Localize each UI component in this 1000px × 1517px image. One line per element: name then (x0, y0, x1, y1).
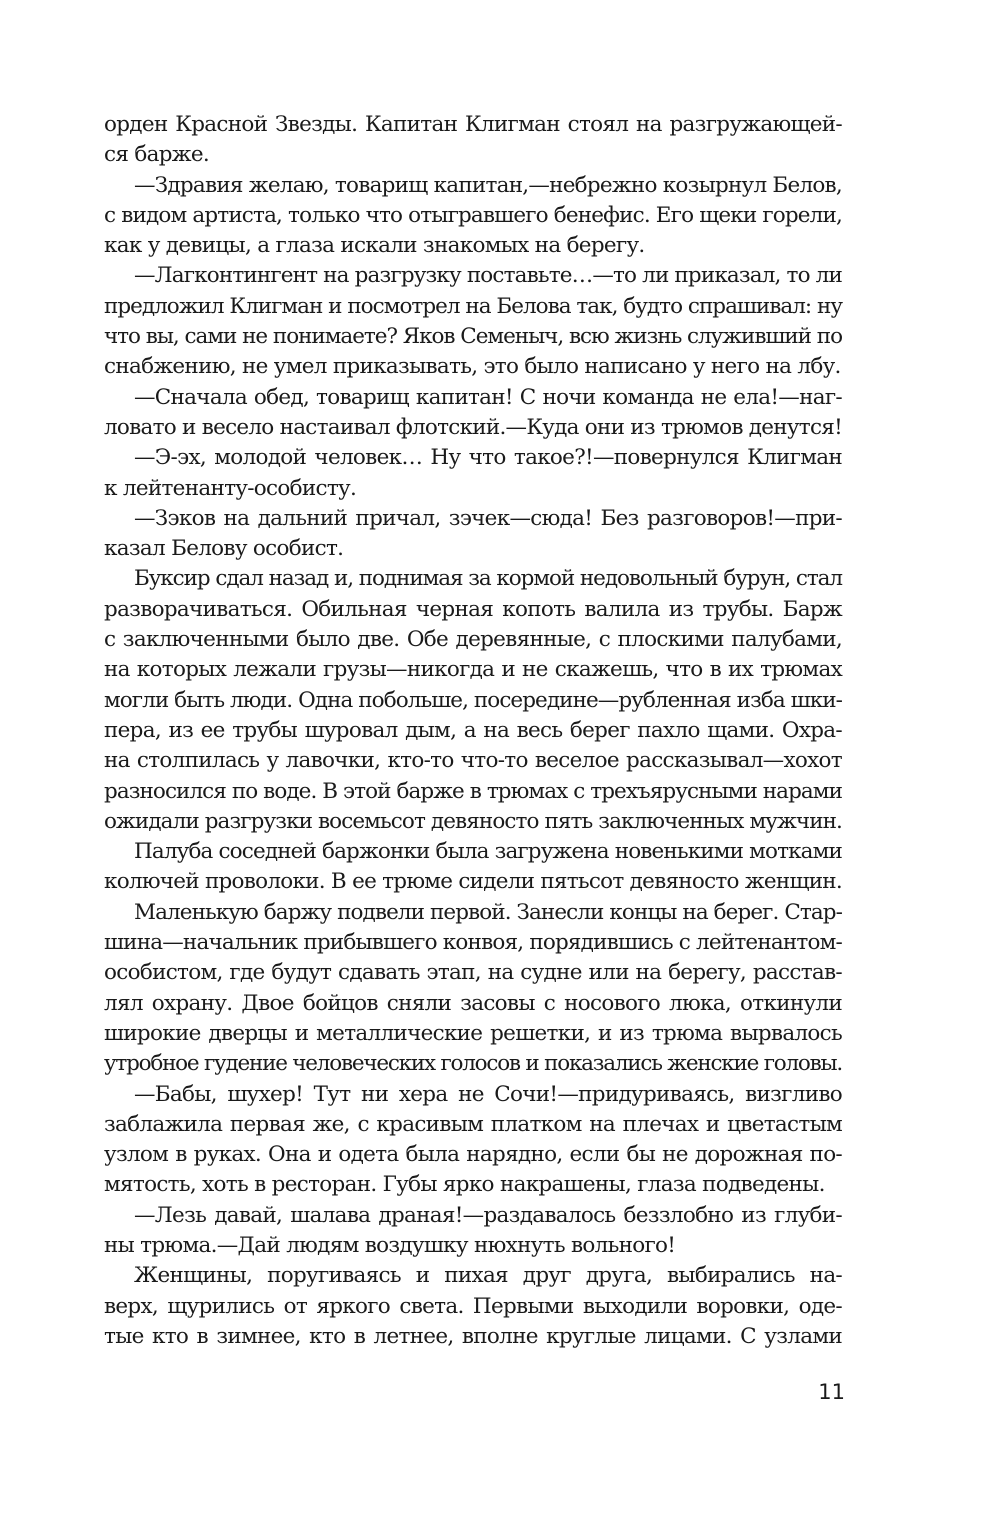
text-line: ся барже. (104, 142, 210, 168)
text-line: Маленькую баржу подвели первой. Занесли концы на берег. Стар- (134, 899, 842, 925)
paragraph (104, 1201, 842, 1262)
paragraph (104, 110, 842, 171)
paragraph (104, 1080, 842, 1201)
text-line: могли быть люди. Одна побольше, посередине—рубленная изба шки- (104, 687, 842, 713)
text-line: с видом артиста, только что отыгравшего бенефис. Его щеки горели, (104, 202, 842, 228)
text-line: пера, из ее трубы шуровал дым, а на весь берег пахло щами. Охра- (104, 717, 842, 743)
text-line: узлом в руках. Она и одета была нарядно, если бы не дорожная по- (104, 1142, 842, 1168)
text-line: Буксир сдал назад и, поднимая за кормой недовольный бурун, стал (134, 566, 842, 592)
paragraph (104, 171, 842, 262)
text-line: мятость, хоть в ресторан. Губы ярко накрашены, глаза подведены. (104, 1172, 825, 1198)
text-line: с заключенными было две. Обе деревянные, с плоскими палубами, (104, 627, 842, 653)
text-line: ожидали разгрузки восемьсот девяносто пять заключенных мужчин. (104, 808, 842, 834)
paragraph (104, 383, 842, 444)
text-line: шина—начальник прибывшего конвоя, порядившись с лейтенантом- (104, 930, 842, 956)
paragraph (104, 443, 842, 504)
text-line: —Лезь давай, шалава драная!—раздавалось беззлобно из глуби- (134, 1202, 842, 1228)
text-line: что вы, сами не понимаете? Яков Семеныч, всю жизнь служивший по (104, 324, 842, 350)
text-line: Женщины, поругиваясь и пихая друг друга, выбирались на- (134, 1263, 842, 1289)
text-line: колючей проволоки. В ее трюме сидели пятьсот девяносто женщин. (104, 869, 842, 895)
paragraph (104, 564, 842, 837)
text-line: снабжению, не умел приказывать, это было написано у него на лбу. (104, 354, 841, 380)
text-line: тые кто в зимнее, кто в летнее, вполне круглые лицами. С узлами (104, 1323, 842, 1349)
text-line: —Лагконтингент на разгрузку поставьте…—то ли приказал, то ли (134, 263, 842, 289)
text-line: как у девицы, а глаза искали знакомых на берегу. (104, 233, 645, 259)
body-text (104, 110, 842, 1352)
text-line: ловато и весело настаивал флотский.—Куда они из трюмов денутся! (104, 414, 842, 440)
text-line: верх, щурились от яркого света. Первыми выходили воровки, оде- (104, 1293, 842, 1319)
text-line: на которых лежали грузы—никогда и не скажешь, что в их трюмах (104, 657, 842, 683)
paragraph (104, 837, 842, 898)
text-line: —Здравия желаю, товарищ капитан,—небрежно козырнул Белов, (134, 172, 842, 198)
text-line: Палуба соседней баржонки была загружена новенькими мотками (134, 839, 842, 865)
text-line: лял охрану. Двое бойцов сняли засовы с носового люка, откинули (104, 990, 842, 1016)
paragraph (104, 898, 842, 1080)
text-line: разносился по воде. В этой барже в трюмах с трехъярусными нарами (104, 778, 842, 804)
text-line: особистом, где будут сдавать этап, на судне или на берегу, расстав- (104, 960, 842, 986)
text-line: ны трюма.—Дай людям воздушку нюхнуть вольного! (104, 1232, 676, 1258)
text-line: казал Белову особист. (104, 536, 344, 562)
text-line: к лейтенанту-особисту. (104, 475, 357, 501)
text-line: на столпилась у лавочки, кто-то что-то веселое рассказывал—хохот (104, 748, 842, 774)
text-line: —Зэков на дальний причал, зэчек—сюда! Без разговоров!—при- (134, 505, 842, 531)
text-line: —Э-эх, молодой человек… Ну что такое?!—повернулся Клигман (134, 445, 842, 471)
paragraph (104, 261, 842, 382)
paragraph (104, 1261, 842, 1352)
page-number: 11 (818, 1380, 845, 1404)
text-line: предложил Клигман и посмотрел на Белова так, будто спрашивал: ну (104, 293, 842, 319)
text-line: разворачиваться. Обильная черная копоть валила из трубы. Барж (104, 596, 842, 622)
text-line: широкие дверцы и металлические решетки, и из трюма вырвалось (104, 1020, 842, 1046)
text-line: —Сначала обед, товарищ капитан! С ночи команда не ела!—наг- (134, 384, 842, 410)
text-line: утробное гудение человеческих голосов и показались женские головы. (104, 1051, 842, 1077)
paragraph (104, 504, 842, 565)
text-line: —Бабы, шухер! Тут ни хера не Сочи!—придуриваясь, визгливо (134, 1081, 842, 1107)
text-line: орден Красной Звезды. Капитан Клигман стоял на разгружающей- (104, 112, 842, 137)
text-line: заблажила первая же, с красивым платком на плечах и цветастым (104, 1111, 842, 1137)
